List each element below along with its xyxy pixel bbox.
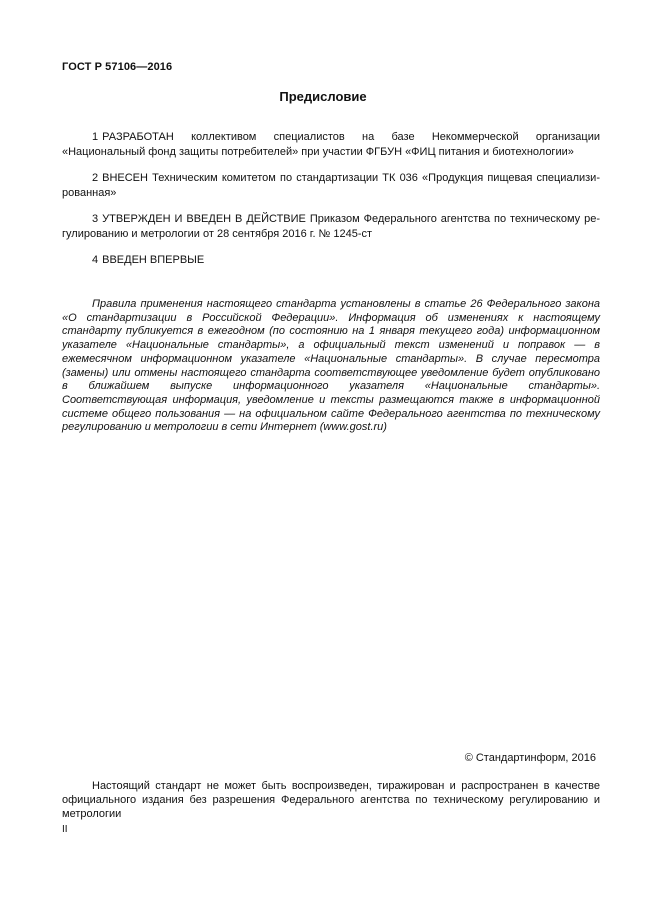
item-text: УТВЕРЖДЕН И ВВЕДЕН В ДЕЙСТВИЕ Приказом Федерального агентства по техническому регулированию и метрологии от 28 сентября 2016 г. № 1245-ст — [62, 213, 600, 240]
document-code: ГОСТ Р 57106—2016 — [62, 61, 173, 73]
item-number: 1 — [92, 131, 99, 143]
preface-item-3 — [62, 212, 600, 242]
page-number: II — [62, 824, 68, 835]
reproduction-notice: Настоящий стандарт не может быть воспроизведен, тиражирован и распространен в качестве официального издания без разрешения Федерального агентства по техническому регулированию и метрологии — [62, 780, 600, 820]
item-number: 2 — [92, 172, 99, 184]
item-text: РАЗРАБОТАН коллективом специалистов на базе Некоммерческой организации «Национальный фонд защиты потребителей» при участии ФГБУН «ФИЦ питания и биотехнологии» — [62, 131, 600, 158]
copyright-line: © Стандартинформ, 2016 — [464, 752, 596, 764]
item-text: ВНЕСЕН Техническим комитетом по стандартизации ТК 036 «Продукция пищевая специализированная» — [62, 172, 600, 199]
preface-item-1 — [62, 130, 600, 160]
preface-item-2 — [62, 171, 600, 201]
page-title: Предисловие — [279, 89, 367, 104]
item-text: ВВЕДЕН ВПЕРВЫЕ — [102, 254, 205, 266]
preface-items — [62, 130, 600, 279]
preface-item-4 — [62, 253, 600, 268]
item-number: 4 — [92, 254, 99, 266]
standard-application-notice: Правила применения настоящего стандарта установлены в статье 26 Федерального закона «О стандартизации в Российской Федерации». Информация об изменениях к настоящему стандарту публикуется в ежегодном (по состоянию на 1 января текущего года) информационном указателе «Национальные стандарты», а официальный текст изменений и поправок — в ежемесячном информационном указателе «Национальные стандарты». В случае пересмотра (замены) или отмены настоящего стандарта соответствующее уведомление будет опубликовано в ближайшем выпуске информационного указателя «Национальные стандарты». Соответствующая информация, уведомление и тексты размещаются также в информационной системе общего пользования — на официальном сайте Федерального агентства по техническому регулированию и метрологии в сети Интернет (www.gost.ru) — [62, 298, 600, 434]
item-number: 3 — [92, 213, 99, 225]
